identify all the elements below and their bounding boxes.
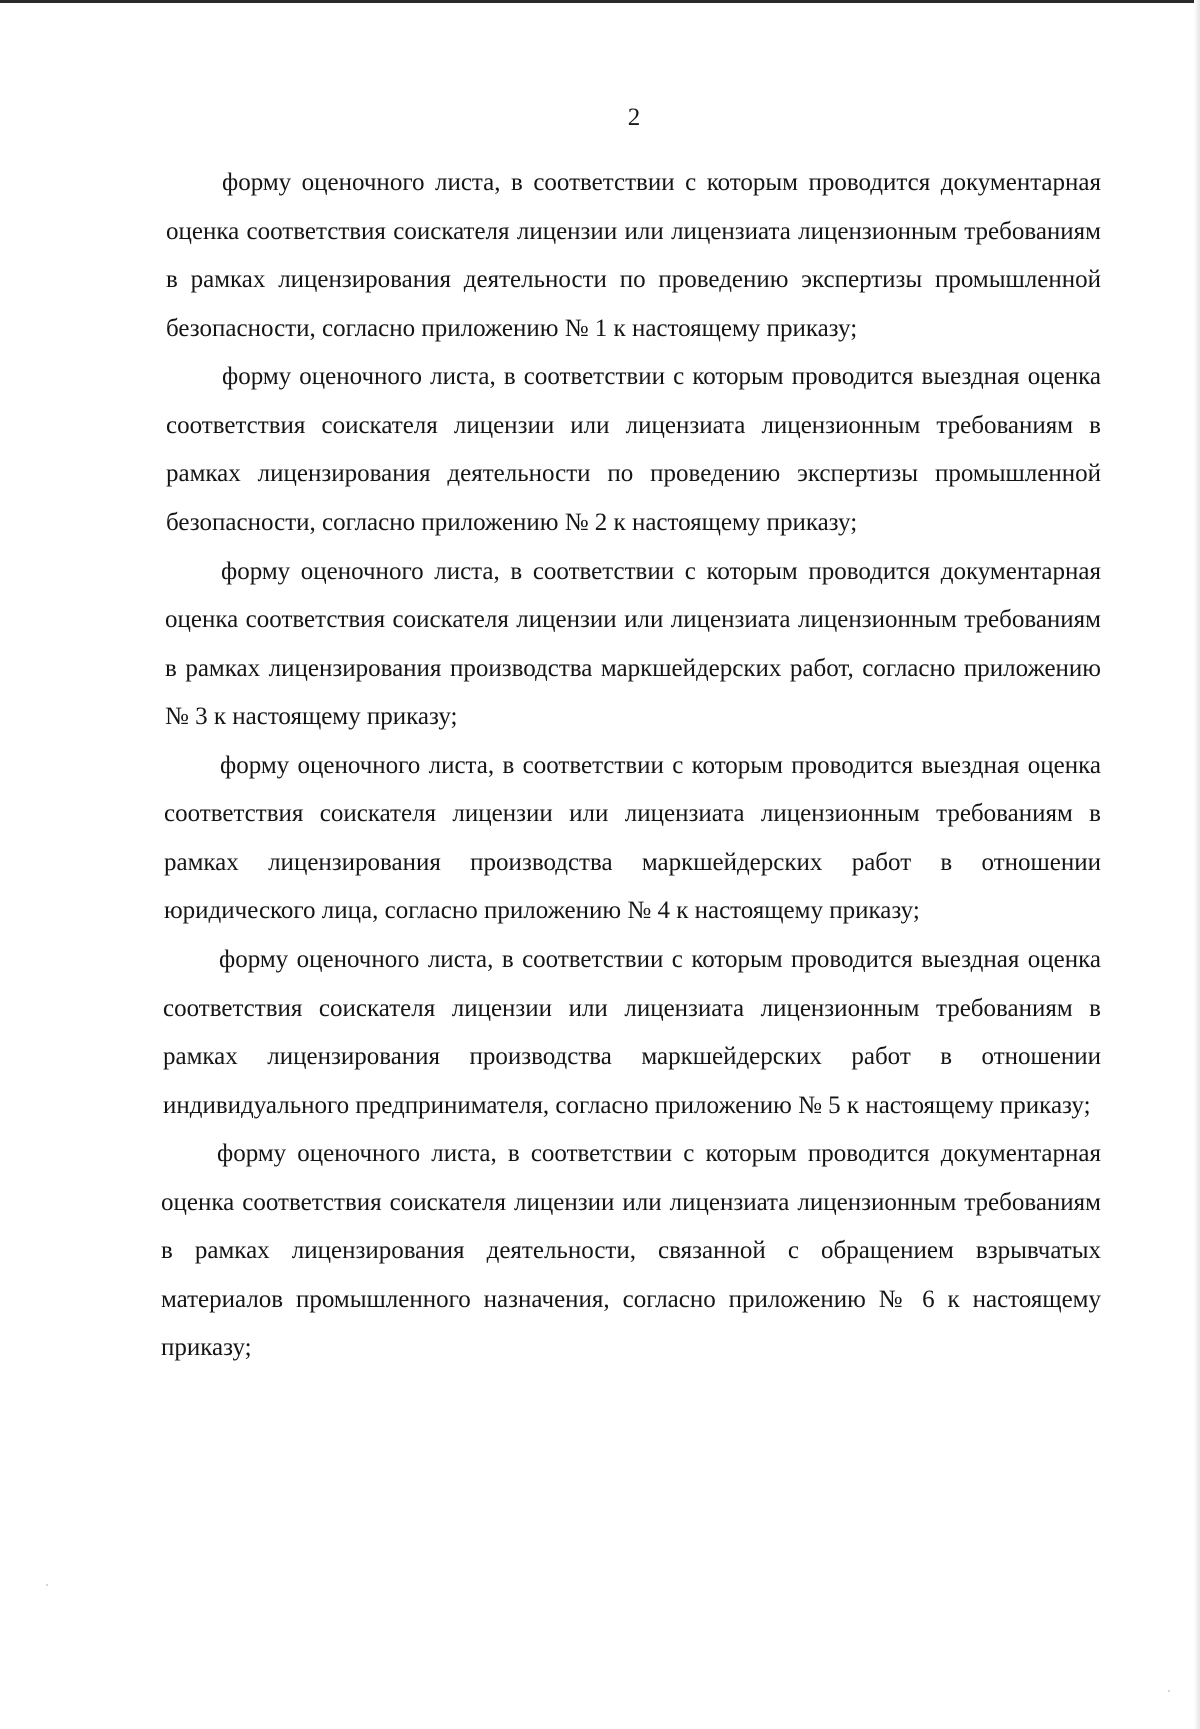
page-number: 2 [627, 104, 641, 131]
paragraph-appendix-6: форму оценочного листа, в соответствии с которым проводится документарная оценка соответствия соискателя лицензии или лицензиата лицензионным требованиям в рамках лицензирования деятельности, связанной с обращением взрывчатых материалов промышленного назначения, согласно приложению № 6 к настоящему приказу; [161, 1140, 1101, 1362]
paragraph-appendix-3: форму оценочного листа, в соответствии с которым проводится документарная оценка соответствия соискателя лицензии или лицензиата лицензионным требованиям в рамках лицензирования производства маркшейдерских работ, согласно приложению № 3 к настоящему приказу; [165, 557, 1101, 731]
paragraph-appendix-5: форму оценочного листа, в соответствии с которым проводится выездная оценка соответствия соискателя лицензии или лицензиата лицензионным требованиям в рамках лицензирования производства маркшейдерских работ в отношении индивидуального предпринимателя, согласно приложению № 5 к настоящему приказу; [163, 946, 1101, 1119]
scan-right-edge [1194, 0, 1200, 1729]
paragraph-appendix-2: форму оценочного листа, в соответствии с которым проводится выездная оценка соответствия соискателя лицензии или лицензиата лицензионным требованиям в рамках лицензирования деятельности по проведению экспертизы промышленной безопасности, согласно приложению № 2 к настоящему приказу; [166, 363, 1101, 536]
scan-speck [1168, 1690, 1170, 1692]
paragraph-appendix-4: форму оценочного листа, в соответствии с которым проводится выездная оценка соответствия соискателя лицензии или лицензиата лицензионным требованиям в рамках лицензирования производства маркшейдерских работ в отношении юридического лица, согласно приложению № 4 к настоящему приказу; [164, 751, 1101, 925]
document-body [163, 159, 1101, 1373]
scan-top-edge [0, 0, 1200, 3]
paragraph-appendix-1: форму оценочного листа, в соответствии с которым проводится документарная оценка соответствия соискателя лицензии или лицензиата лицензионным требованиям в рамках лицензирования деятельности по проведению экспертизы промышленной безопасности, согласно приложению № 1 к настоящему приказу; [166, 169, 1101, 342]
scan-speck [46, 1584, 48, 1586]
